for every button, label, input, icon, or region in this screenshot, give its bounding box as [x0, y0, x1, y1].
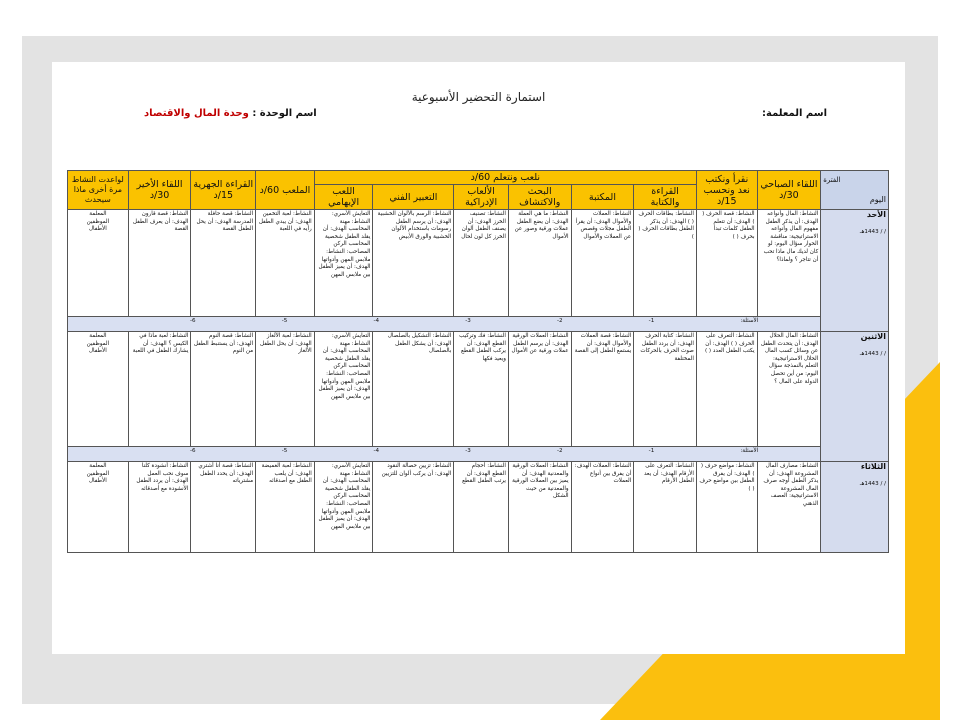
question-item: 2- [556, 448, 563, 454]
day-name: الثلاثاء [860, 462, 886, 471]
period-label: الفترة [823, 176, 841, 184]
reading-writing-cell: النشاط: كتابة الحرف الهدف: أن يردد الطفل صوت الحرف بالحركات المختلفة [634, 332, 697, 447]
question-item: 6- [190, 448, 196, 454]
questions-label: الأسئلة: [740, 318, 759, 324]
day-date: / / 1443هـ [859, 480, 886, 487]
playground-cell: النشاط: لعبة التخمين الهدف: أن يبدي الطفل رأيه في اللعبة [256, 210, 315, 317]
questions-row-monday [68, 447, 889, 462]
loud-reading-cell: النشاط: قصة النوم الهدف: أن يستنبط الطفل من النوم [191, 332, 256, 447]
art-header: التعبير الفني [373, 185, 454, 210]
morning-cell: النشاط: المال وأنواعه الهدف: أن يذكر الطفل مفهوم المال وأنواعه الاستراتيجية: مناقشة الحوار سؤال اليوم: لو كان لديك مال ماذا تحب أن تتاجر ؟ ولماذا؟ [757, 210, 821, 317]
library-cell: النشاط: العملات والأموال الهدف: أن يقرأ الطفل مجلات وقصص عن العملات والأموال [571, 210, 634, 317]
questions-row-sunday [68, 317, 889, 332]
read-write-cell: النشاط: التعرف على الحرف ( ) الهدف: أن يكتب الطفل العدد ( ) [696, 332, 757, 447]
loud-reading-cell: النشاط: قصة حافلة المدرسة الهدف: أن يحل الطفل القصة [191, 210, 256, 317]
day-cell [821, 332, 889, 462]
morning-cell: النشاط: المال الحلال الهدف: أن يتحدث الطفل عن وسائل كسب المال الحلال الاستراتيجية: التعلم بالنمذجة سؤال اليوم: من أين تحصل الدولة على المال ؟ [757, 332, 821, 447]
read-write-cell: النشاط: مواضع حرف ( ) الهدف: أن يفرق الطفل بين مواضع حرف ( ) [696, 462, 757, 553]
question-item: 1- [648, 448, 655, 454]
period-day-header [821, 171, 889, 210]
repeat-cell [68, 332, 129, 447]
questions-label: الأسئلة: [740, 448, 759, 454]
loud-reading-header: القراءة الجهرية 15/د [191, 171, 256, 210]
perceptual-header: الألعاب الإدراكية [454, 185, 509, 210]
library-cell: النشاط: العملات الهدف: أن يفرق بين أنواع العملات [571, 462, 634, 553]
art-cell: النشاط: الرسم بالألوان الخشبية الهدف: أن يرسم الطفل رسومات باستخدام الألوان الخشبية والورق الأبيض [373, 210, 454, 317]
question-item: 1- [648, 318, 655, 324]
question-numbers [70, 448, 818, 456]
pretend-cell: التعايش الأسري: النشاط: مهنة المحاسب الهدف: أن يقلد الطفل شخصية المحاسب الركن المصاحب: النشاط: ملابس المهن وأدواتها الهدف: أن يميز الطفل بين ملابس المهن [314, 210, 373, 317]
unit-label-text: اسم الوحدة : [252, 108, 317, 119]
day-date: / / 1443هـ [859, 350, 886, 357]
document-page [52, 62, 905, 654]
day-row-sunday [68, 210, 889, 317]
repeat-cell [68, 210, 129, 317]
question-numbers [70, 318, 818, 326]
last-meeting-header: اللقاء الأخير 30/د [128, 171, 191, 210]
pretend-cell: التعايش الأسري: النشاط: مهنة المحاسب الهدف: أن يقلد الطفل شخصية المحاسب الركن المصاحب: النشاط: ملابس المهن وأدواتها الهدف: أن يميز الطفل بين ملابس المهن [314, 332, 373, 447]
repeat-teacher: المعلمة [89, 211, 107, 217]
art-cell: النشاط: التشكيل بالصلصال الهدف: أن يشكل الطفل بالصلصال [373, 332, 454, 447]
header-row-1 [68, 171, 889, 185]
read-write-cell: النشاط: قصة الحرف ( ) الهدف: أن تتعلم الطفل كلمات تبدأ بحرف ( ) [696, 210, 757, 317]
pretend-cell: التعايش الأسري: النشاط: مهنة المحاسب الهدف: أن يقلد الطفل شخصية المحاسب الركن المصاحب: النشاط: ملابس المهن وأدواتها الهدف: أن يميز الطفل بين ملابس المهن [314, 462, 373, 553]
form-title: استمارة التحضير الأسبوعية [411, 90, 546, 104]
repeat-teacher: المعلمة [89, 463, 107, 469]
questions-cell [68, 317, 821, 332]
day-cell [821, 210, 889, 332]
repeat-teacher: المعلمة [89, 333, 107, 339]
question-item: 5- [281, 318, 288, 324]
library-header: المكتبة [571, 185, 634, 210]
question-item: 6- [190, 318, 196, 324]
repeat-header: لواعدت النشاط مرة أخرى ماذا سيحدث [68, 171, 129, 210]
perceptual-cell: النشاط: فك وتركيب القطع الهدف: أن يركب الطفل القطع ويعيد فكها [454, 332, 509, 447]
art-cell: النشاط: تزيين حصالة النقود الهدف: أن يركب ألوان للتزيين [373, 462, 454, 553]
read-write-header: نقرأ ونكتب نعد ونحسب 15/د [696, 171, 757, 210]
question-item: 4- [373, 318, 380, 324]
reading-writing-cell: النشاط: بطاقات الحرف ( ) الهدف: أن يذكر الطفل بطاقات الحرف ( ) [634, 210, 697, 317]
repeat-staff: الموظفين [86, 218, 110, 225]
perceptual-cell: النشاط: تصنيف الخرز الهدف: أن يصنف الطفل ألوان الخرز كل لون لحال [454, 210, 509, 317]
weekly-plan-table [67, 170, 889, 553]
question-item: 2- [556, 318, 563, 324]
repeat-staff: الموظفين [86, 470, 110, 477]
discovery-cell: النشاط: العملات الورقية والمعدنية الهدف: أن يميز بين العملات الورقية والمعدنية من حيث الشكل [508, 462, 571, 553]
teacher-name-label: اسم المعلمة: [762, 108, 827, 119]
morning-cell: النشاط: مصارف المال المشروعة الهدف: أن يذكر الطفل أوجه صرف المال المشروعة الاستراتيجية: العصف الذهني [757, 462, 821, 553]
day-name: الاثنين [860, 332, 886, 341]
reading-writing-header: القراءة والكتابة [634, 185, 697, 210]
library-cell: النشاط: قصة العملات والأموال الهدف: أن يستمع الطفل إلى القصة [571, 332, 634, 447]
repeat-children: الأطفال [88, 348, 107, 355]
pretend-header: اللعب الإيهامي [314, 185, 373, 210]
day-name: الأحد [866, 210, 886, 219]
last-meeting-cell: النشاط: لعبة ماذا في الكيس ؟ الهدف: أن يشارك الطفل في اللعبة [128, 332, 191, 447]
perceptual-cell: النشاط: أحجام القطع الهدف: أن يرتب الطفل القطع [454, 462, 509, 553]
question-item: 4- [373, 448, 380, 454]
unit-value: وحدة المال والاقتصاد [144, 108, 249, 119]
day-row-monday [68, 332, 889, 447]
discovery-header: البحث والاكتشاف [508, 185, 571, 210]
repeat-children: الأطفال [88, 478, 107, 485]
repeat-children: الأطفال [88, 226, 107, 233]
question-item: 3- [465, 448, 471, 454]
reading-writing-cell: النشاط: التعرف على الأرقام الهدف: أن يعد الطفل الأرقام [634, 462, 697, 553]
repeat-staff: الموظفين [86, 340, 110, 347]
discovery-cell: النشاط: العملات الورقية الهدف: أن يرسم الطفل عملات ورقية عن الأموال [508, 332, 571, 447]
question-item: 5- [281, 448, 288, 454]
playground-header: الملعب 60/د [256, 171, 315, 210]
unit-label [144, 108, 317, 119]
day-cell [821, 462, 889, 553]
questions-cell [68, 447, 821, 462]
playground-cell: النشاط: لعبة الغميضة الهدف: أن يلعب الطفل مع أصدقائه [256, 462, 315, 553]
day-row-tuesday [68, 462, 889, 553]
question-item: 3- [465, 318, 471, 324]
play-learn-header: نلعب ونتعلم 60/د [314, 171, 696, 185]
last-meeting-cell: النشاط: قصة قارون الهدف: أن يعرف الطفل القصة [128, 210, 191, 317]
morning-header: اللقاء الصباحي 30/د [757, 171, 821, 210]
playground-cell: النشاط: لعبة الألغاز الهدف: أن يحل الطفل الألغاز [256, 332, 315, 447]
day-date: / / 1443هـ [859, 228, 886, 235]
repeat-cell [68, 462, 129, 553]
last-meeting-cell: النشاط: أنشودة كلنا سوف نحب العمل الهدف: أن يردد الطفل الأنشودة مع أصدقائه [128, 462, 191, 553]
day-label: اليوم [869, 195, 886, 204]
loud-reading-cell: النشاط: قصة أنا أشتري الهدف: أن يحدد الطفل مشترياته [191, 462, 256, 553]
discovery-cell: النشاط: ما هي العملة الهدف: أن يضع الطفل عملات ورقية وصور عن الأموال [508, 210, 571, 317]
